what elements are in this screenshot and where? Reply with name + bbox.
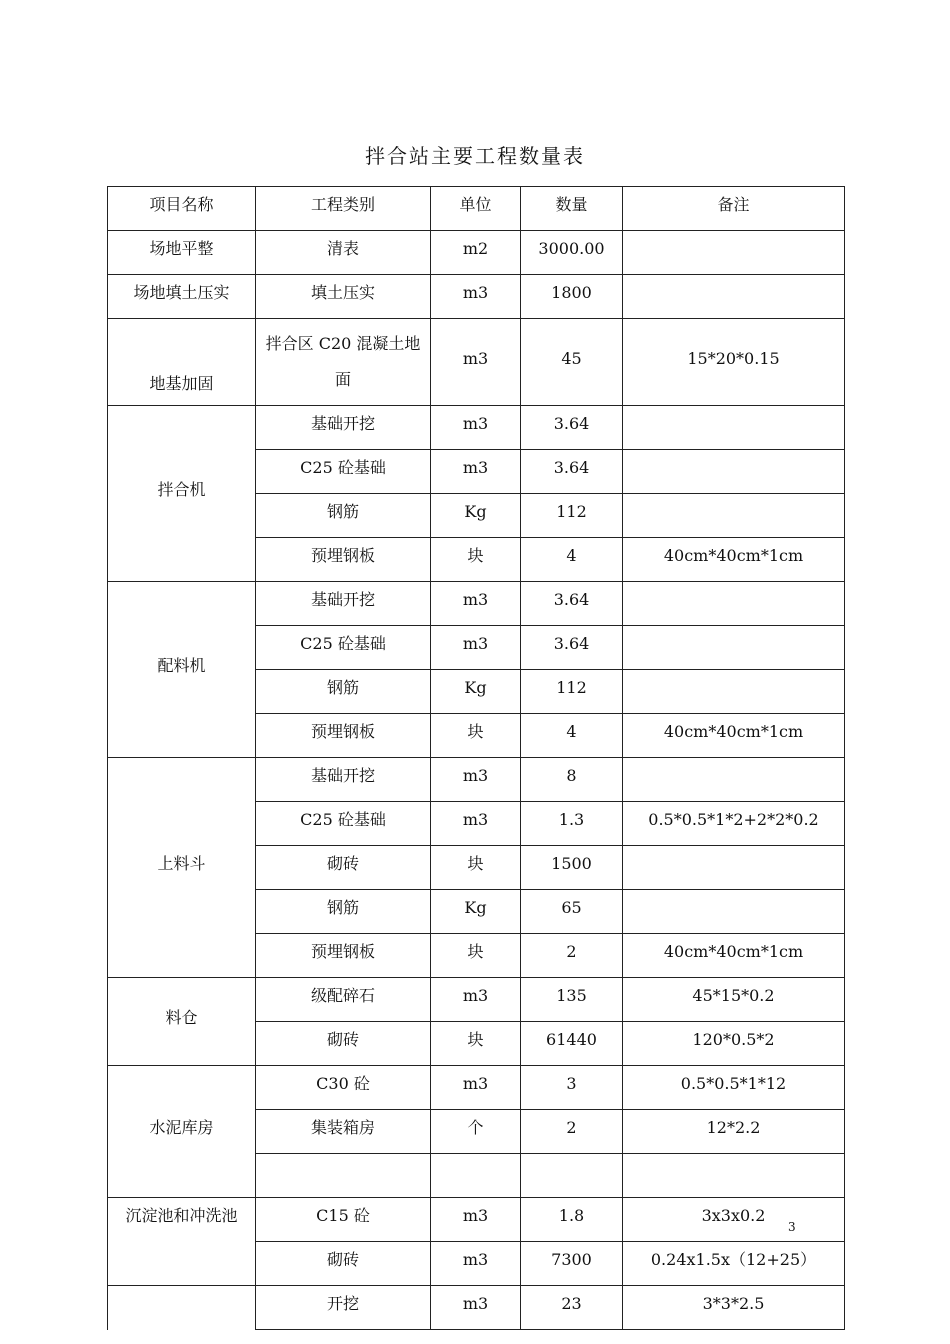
- quantity-cell: 112: [521, 494, 623, 538]
- item-name-cell: 场地填土压实: [108, 275, 256, 319]
- unit-cell: Kg: [431, 670, 521, 714]
- table-row: [108, 978, 845, 1022]
- quantity-cell: 1.8: [521, 1198, 623, 1242]
- item-name-cell: 上料斗: [108, 758, 256, 978]
- note-cell: 40cm*40cm*1cm: [623, 714, 845, 758]
- header-cell: 数量: [521, 187, 623, 231]
- unit-cell: m3: [431, 1066, 521, 1110]
- category-cell: 预埋钢板: [256, 934, 431, 978]
- category-cell: 级配碎石: [256, 978, 431, 1022]
- note-cell: 45*15*0.2: [623, 978, 845, 1022]
- header-cell: 备注: [623, 187, 845, 231]
- table-row: [108, 406, 845, 450]
- unit-cell: m3: [431, 582, 521, 626]
- item-name-cell: 沉淀池和冲洗池: [108, 1198, 256, 1286]
- quantity-cell: 112: [521, 670, 623, 714]
- unit-cell: m3: [431, 406, 521, 450]
- quantity-cell: 4: [521, 714, 623, 758]
- unit-cell: m3: [431, 802, 521, 846]
- table-row: [108, 319, 845, 406]
- quantity-cell: 3: [521, 1066, 623, 1110]
- header-cell: 工程类别: [256, 187, 431, 231]
- item-name-cell: 地基加固: [108, 319, 256, 406]
- table-header-row: [108, 187, 845, 231]
- quantity-cell: 3.64: [521, 450, 623, 494]
- quantity-cell: 8: [521, 758, 623, 802]
- unit-cell: Kg: [431, 494, 521, 538]
- note-cell: 3*3*2.5: [623, 1286, 845, 1330]
- quantity-cell: 7300: [521, 1242, 623, 1286]
- table-row: [108, 275, 845, 319]
- category-cell: 基础开挖: [256, 406, 431, 450]
- category-cell: 基础开挖: [256, 582, 431, 626]
- table-title: 拌合站主要工程数量表: [365, 144, 585, 168]
- category-cell: 拌合区 C20 混凝土地面: [256, 319, 431, 406]
- unit-cell: m3: [431, 450, 521, 494]
- unit-cell: m3: [431, 978, 521, 1022]
- note-cell: [623, 890, 845, 934]
- note-cell: 3x3x0.2: [623, 1198, 845, 1242]
- quantity-cell: 45: [521, 319, 623, 406]
- item-name-cell: 配料机: [108, 582, 256, 758]
- category-cell: C25 砼基础: [256, 450, 431, 494]
- header-cell: 项目名称: [108, 187, 256, 231]
- unit-cell: m3: [431, 1242, 521, 1286]
- unit-cell: m2: [431, 231, 521, 275]
- note-cell: 15*20*0.15: [623, 319, 845, 406]
- category-cell: 集装箱房: [256, 1110, 431, 1154]
- unit-cell: m3: [431, 1198, 521, 1242]
- header-cell: 单位: [431, 187, 521, 231]
- quantity-cell: 2: [521, 1110, 623, 1154]
- quantity-cell: 3000.00: [521, 231, 623, 275]
- category-cell: C25 砼基础: [256, 626, 431, 670]
- note-cell: [623, 231, 845, 275]
- unit-cell: m3: [431, 1286, 521, 1330]
- unit-cell: m3: [431, 758, 521, 802]
- unit-cell: 块: [431, 714, 521, 758]
- category-cell: 预埋钢板: [256, 714, 431, 758]
- category-cell: 开挖: [256, 1286, 431, 1330]
- unit-cell: 个: [431, 1110, 521, 1154]
- quantity-cell: 3.64: [521, 626, 623, 670]
- table-row: [108, 758, 845, 802]
- unit-cell: [431, 1154, 521, 1198]
- quantity-cell: [521, 1154, 623, 1198]
- item-name-cell: 场地平整: [108, 231, 256, 275]
- quantity-cell: 1.3: [521, 802, 623, 846]
- category-cell: 清表: [256, 231, 431, 275]
- note-cell: 40cm*40cm*1cm: [623, 538, 845, 582]
- category-cell: C15 砼: [256, 1198, 431, 1242]
- note-cell: [623, 450, 845, 494]
- quantity-cell: 135: [521, 978, 623, 1022]
- category-cell: [256, 1154, 431, 1198]
- category-cell: C30 砼: [256, 1066, 431, 1110]
- note-cell: [623, 1154, 845, 1198]
- quantity-table: [107, 186, 845, 1330]
- item-name-cell: 料仓: [108, 978, 256, 1066]
- item-name-cell: [108, 1286, 256, 1330]
- unit-cell: 块: [431, 846, 521, 890]
- category-cell: 砌砖: [256, 1242, 431, 1286]
- note-cell: [623, 846, 845, 890]
- unit-cell: 块: [431, 1022, 521, 1066]
- note-cell: [623, 626, 845, 670]
- category-cell: 填土压实: [256, 275, 431, 319]
- item-name-cell: 水泥库房: [108, 1066, 256, 1198]
- note-cell: [623, 670, 845, 714]
- quantity-cell: 23: [521, 1286, 623, 1330]
- category-cell: C25 砼基础: [256, 802, 431, 846]
- quantity-cell: 1800: [521, 275, 623, 319]
- category-cell: 预埋钢板: [256, 538, 431, 582]
- unit-cell: m3: [431, 319, 521, 406]
- note-cell: [623, 582, 845, 626]
- quantity-cell: 2: [521, 934, 623, 978]
- note-cell: 0.5*0.5*1*12: [623, 1066, 845, 1110]
- table-row: [108, 1286, 845, 1330]
- category-cell: 钢筋: [256, 890, 431, 934]
- category-cell: 砌砖: [256, 846, 431, 890]
- note-cell: [623, 275, 845, 319]
- category-cell: 基础开挖: [256, 758, 431, 802]
- note-cell: 12*2.2: [623, 1110, 845, 1154]
- note-cell: 40cm*40cm*1cm: [623, 934, 845, 978]
- quantity-cell: 1500: [521, 846, 623, 890]
- quantity-cell: 61440: [521, 1022, 623, 1066]
- table-row: [108, 1066, 845, 1110]
- quantity-cell: 3.64: [521, 582, 623, 626]
- category-cell: 钢筋: [256, 494, 431, 538]
- unit-cell: m3: [431, 275, 521, 319]
- category-cell: 砌砖: [256, 1022, 431, 1066]
- note-cell: 0.5*0.5*1*2+2*2*0.2: [623, 802, 845, 846]
- item-name-cell: 拌合机: [108, 406, 256, 582]
- unit-cell: 块: [431, 934, 521, 978]
- quantity-cell: 65: [521, 890, 623, 934]
- table-row: [108, 231, 845, 275]
- quantity-cell: 4: [521, 538, 623, 582]
- table-row: [108, 1198, 845, 1242]
- unit-cell: m3: [431, 626, 521, 670]
- table-row: [108, 582, 845, 626]
- category-cell: 钢筋: [256, 670, 431, 714]
- page-number: 3: [788, 1220, 796, 1234]
- note-cell: [623, 758, 845, 802]
- unit-cell: 块: [431, 538, 521, 582]
- note-cell: [623, 406, 845, 450]
- unit-cell: Kg: [431, 890, 521, 934]
- note-cell: 0.24x1.5x（12+25）: [623, 1242, 845, 1286]
- quantity-cell: 3.64: [521, 406, 623, 450]
- note-cell: 120*0.5*2: [623, 1022, 845, 1066]
- note-cell: [623, 494, 845, 538]
